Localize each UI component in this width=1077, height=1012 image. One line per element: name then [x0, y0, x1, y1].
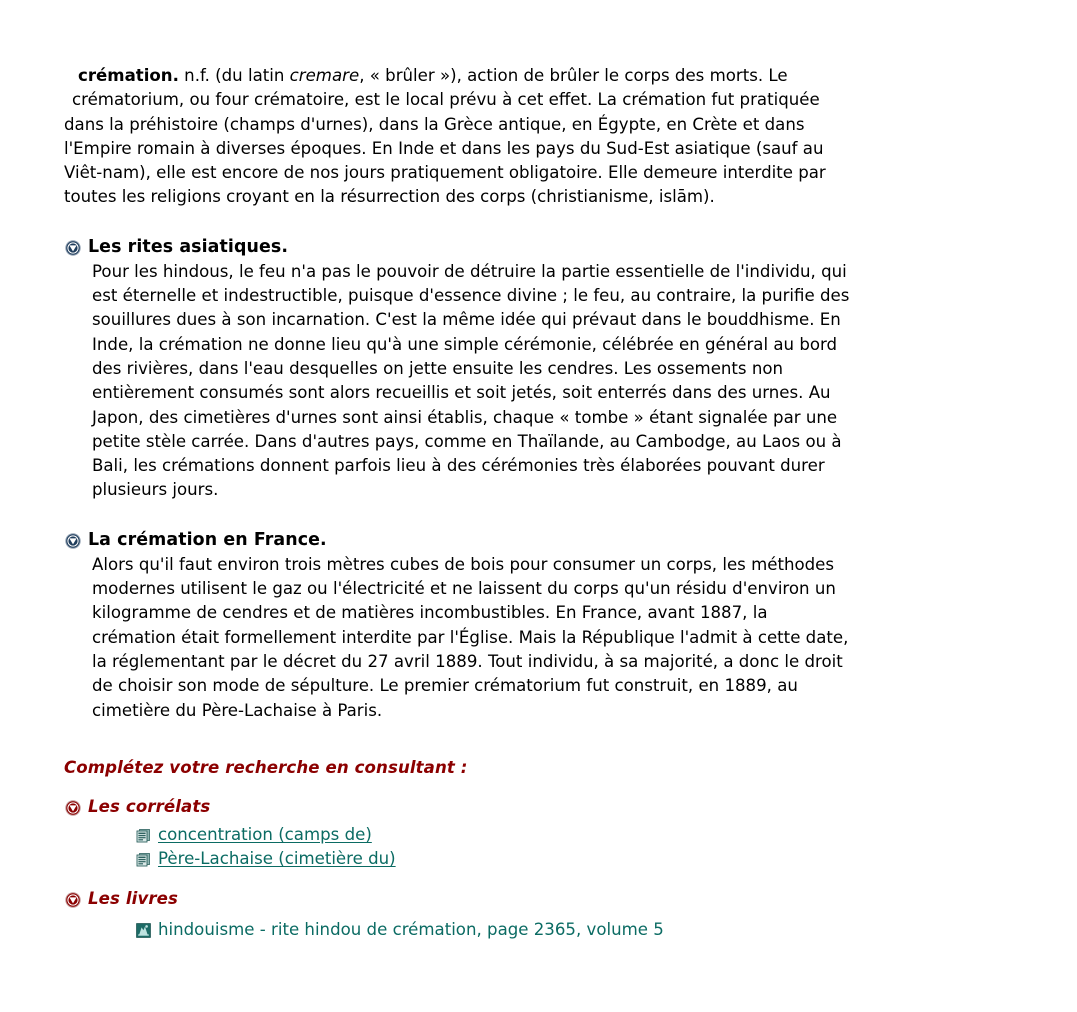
documents-icon	[136, 828, 151, 843]
correlats-header[interactable]	[64, 796, 1001, 818]
list-item	[136, 918, 1001, 942]
photo-icon	[136, 923, 151, 938]
livres-title: Les livres	[88, 888, 178, 908]
section-body	[64, 260, 1001, 503]
correlat-link[interactable]: concentration (camps de)	[158, 824, 372, 844]
section-rites-asiatiques	[64, 236, 1001, 503]
definition-line-6: toutes les religions croyant en la résurrection des corps (christianisme, islām).	[64, 187, 715, 207]
body-line: crémation était formellement interdite par l'Église. Mais la République l'admit à cette date,	[92, 627, 849, 647]
list-item[interactable]	[136, 823, 1001, 847]
body-line: kilogramme de cendres et de matières incombustibles. En France, avant 1887, la	[92, 603, 768, 623]
definition-paragraph	[64, 64, 1001, 210]
definition-line-5: Viêt-nam), elle est encore de nos jours pratiquement obligatoire. Elle demeure interdite par	[64, 163, 826, 183]
body-line: petite stèle carrée. Dans d'autres pays, comme en Thaïlande, au Cambodge, au Laos ou à	[92, 431, 842, 451]
etymology-italic: cremare	[289, 66, 360, 85]
body-line: la réglementant par le décret du 27 avril 1889. Tout individu, à sa majorité, a donc le droit	[92, 651, 843, 671]
section-body	[64, 553, 1001, 723]
section-header[interactable]	[64, 236, 1001, 258]
grammar-note: n.f. (du latin	[178, 66, 290, 85]
further-reading-title: Complétez votre recherche en consultant :	[64, 757, 468, 777]
section-cremation-en-france	[64, 529, 1001, 723]
definition-line-1-rest: , « brûler »), action de brûler le corps des morts. Le	[359, 66, 788, 85]
body-line: Alors qu'il faut environ trois mètres cubes de bois pour consumer un corps, les méthodes	[92, 554, 835, 574]
circle-down-triangle-icon	[65, 240, 81, 256]
body-line: modernes utilisent le gaz ou l'électricité et ne laissent du corps qu'un résidu d'environ un	[92, 579, 836, 599]
definition-line-4: l'Empire romain à diverses époques. En Inde et dans les pays du Sud-Est asiatique (sauf au	[64, 138, 824, 158]
section-title: La crémation en France.	[88, 529, 327, 550]
definition-line-2: crématorium, ou four crématoire, est le local prévu à cet effet. La crémation fut pratiquée	[72, 90, 820, 110]
correlat-link[interactable]: Père-Lachaise (cimetière du)	[158, 848, 396, 868]
circle-down-triangle-icon	[65, 533, 81, 549]
body-line: souillures dues à son incarnation. C'est la même idée qui prévaut dans le bouddhisme. En	[92, 310, 841, 330]
body-line: des rivières, dans l'eau desquelles on jette ensuite les cendres. Les ossements non	[92, 358, 784, 378]
body-line: Pour les hindous, le feu n'a pas le pouvoir de détruire la partie essentielle de l'individu, qui	[92, 261, 847, 281]
body-line: Bali, les crémations donnent parfois lieu à des cérémonies très élaborées pouvant durer	[92, 456, 825, 476]
body-line: de choisir son mode de sépulture. Le premier crématorium fut construit, en 1889, au	[92, 676, 798, 696]
section-title: Les rites asiatiques.	[88, 236, 289, 257]
definition-line-3: dans la préhistoire (champs d'urnes), dans la Grèce antique, en Égypte, en Crète et dans	[64, 114, 805, 134]
body-line: Japon, des cimetières d'urnes sont ainsi établis, chaque « tombe » étant signalée par une	[92, 407, 838, 427]
body-line: plusieurs jours.	[92, 480, 219, 500]
livre-entry-label: hindouisme - rite hindou de crémation, page 2365, volume 5	[158, 919, 664, 939]
headword: crémation.	[78, 66, 179, 85]
livres-header[interactable]	[64, 888, 1001, 910]
list-item[interactable]	[136, 847, 1001, 871]
section-header[interactable]	[64, 529, 1001, 551]
circle-down-triangle-icon	[65, 800, 81, 816]
definition-line-1	[64, 64, 1001, 88]
body-line: cimetière du Père-Lachaise à Paris.	[92, 700, 383, 720]
body-line: est éternelle et indestructible, puisque d'essence divine ; le feu, au contraire, la purifie des	[92, 286, 850, 306]
further-reading-block	[64, 757, 1001, 942]
correlats-list	[64, 823, 1001, 871]
body-line: entièrement consumés sont alors recueillis et soit jetés, soit enterrés dans des urnes. Au	[92, 383, 831, 403]
correlats-title: Les corrélats	[88, 796, 211, 816]
documents-icon	[136, 852, 151, 867]
body-line: Inde, la crémation ne donne lieu qu'à une simple cérémonie, célébrée en général au bord	[92, 334, 838, 354]
circle-down-triangle-icon	[65, 892, 81, 908]
livres-list	[64, 918, 1001, 942]
